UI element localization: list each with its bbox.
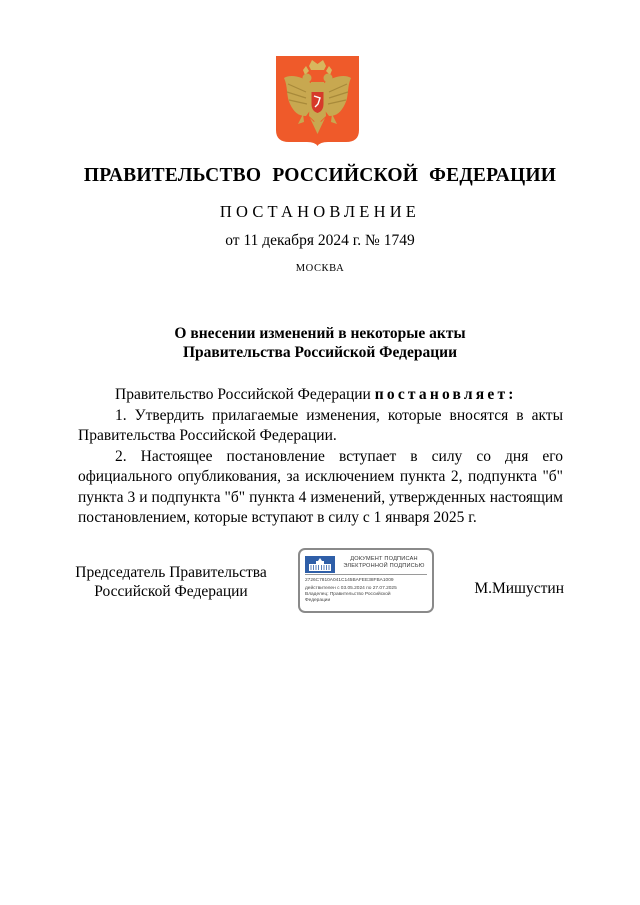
electronic-signature-stamp [298, 548, 434, 613]
government-building-icon [305, 556, 335, 573]
signatory-position [70, 563, 272, 601]
subject-line-1: О внесении изменений в некоторые акты [174, 325, 466, 342]
document-city: МОСКВА [295, 263, 345, 274]
stamp-title [338, 556, 430, 570]
stamp-title-line-1: ДОКУМЕНТ ПОДПИСАН [350, 556, 418, 562]
document-type: ПОСТАНОВЛЕНИЕ [219, 202, 421, 221]
item-2-paragraph: 2. Настоящее постановление вступает в силу со дня его официального опубликования, за исключением пункта 2, подпункта "б" пункта 3 и подпункта "б" пункта 4 изменений, утвержденных настоящим постановлением, которые вступают в силу с 1 января 2025 г. [78, 447, 563, 526]
stamp-title-line-2: ЭЛЕКТРОННОЙ ПОДПИСЬЮ [343, 563, 425, 569]
certificate-serial: 2726C7810A041C145BAFEE38FBA1009 [305, 578, 394, 583]
position-line-1: Председатель Правительства [75, 564, 267, 581]
certificate-owner-line-2: Федерации [305, 598, 331, 603]
russian-coat-of-arms-emblem [276, 56, 359, 146]
decree-word: постановляет: [374, 386, 517, 403]
document-subject [0, 324, 640, 362]
stamp-divider [305, 574, 427, 575]
signatory-name: М.Мишустин [474, 580, 564, 597]
subject-line-2: Правительства Российской Федерации [182, 344, 458, 361]
document-body [78, 385, 563, 529]
item-1-paragraph: 1. Утвердить прилагаемые изменения, которые вносятся в акты Правительства Российской Федерации. [78, 406, 563, 444]
certificate-validity: действителен с 03.05.2024 по 27.07.2025 [305, 586, 397, 591]
intro-paragraph [78, 385, 563, 406]
position-line-2: Российской Федерации [94, 583, 248, 600]
intro-text: Правительство Российской Федерации [115, 386, 375, 403]
certificate-owner-line-1: Владелец: Правительство Российской [305, 592, 391, 597]
document-date-number: от 11 декабря 2024 г. № 1749 [225, 232, 415, 249]
government-title: ПРАВИТЕЛЬСТВО РОССИЙСКОЙ ФЕДЕРАЦИИ [83, 165, 557, 186]
